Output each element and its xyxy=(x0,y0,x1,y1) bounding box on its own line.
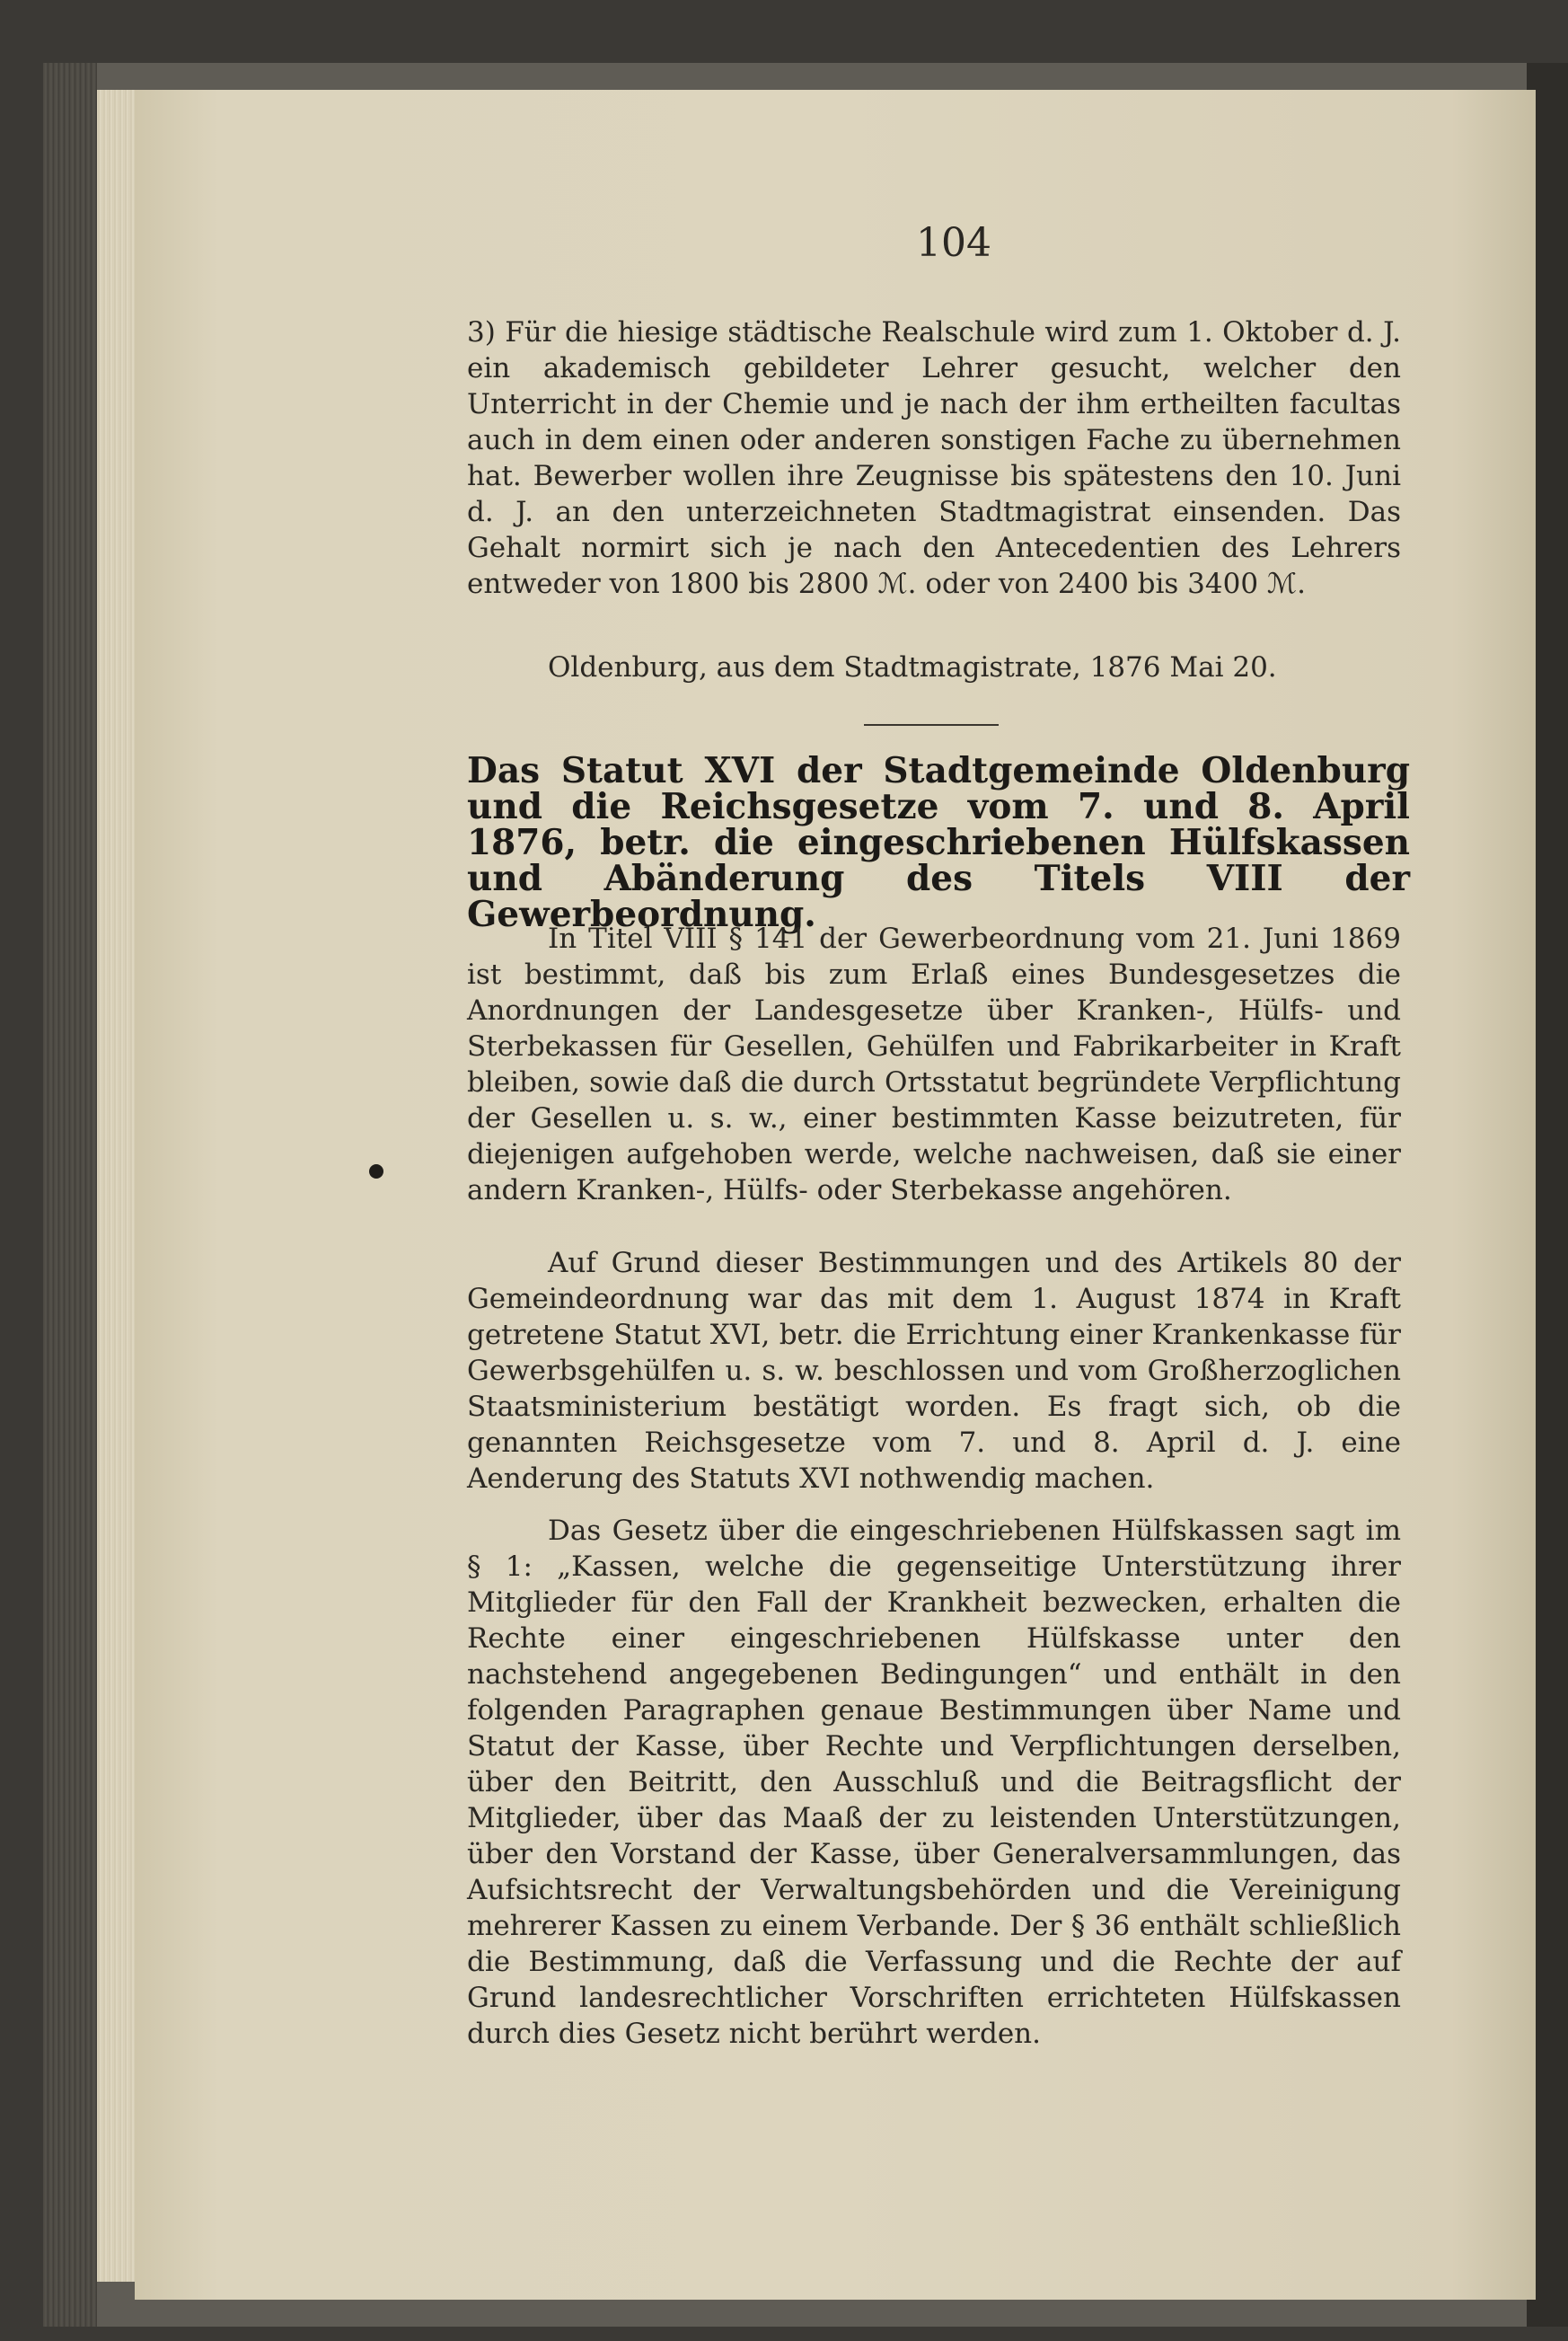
paragraph-realschule: 3) Für die hiesige städtische Realschule wird zum 1. Oktober d. J. ein akademisch gebildeter Lehrer gesucht, welcher den Unterricht in der Chemie und je nach der ihm ertheilten facultas auch in dem einen oder anderen sonstigen Fache zu übernehmen hat. Bewerber wollen ihre Zeugnisse bis spätestens den 10. Juni d. J. an den unterzeichneten Stadtmagistrat einsenden. Das Gehalt normirt sich je nach den Antecedentien des Lehrers entweder von 1800 bis 2800 ℳ. oder von 2400 bis 3400 ℳ. xyxy=(467,316,1401,600)
section-heading: Das Statut XVI der Stadtgemeinde Oldenburg und die Reichsgesetze vom 7. und 8. April 1876, betr. die eingeschriebenen Hülfskassen und Abänderung des Titels VIII der Gewerbeordnung. xyxy=(467,750,1410,935)
paragraph-gewerbeordnung: In Titel VIII § 141 der Gewerbeordnung vom 21. Juni 1869 ist bestimmt, daß bis zum Erlaß eines Bundesgesetzes die Anordnungen der Landesgesetze über Kranken-, Hülfs- und Sterbekassen für Gesellen, Gehülfen und Fabrikarbeiter in Kraft bleiben, sowie daß die durch Ortsstatut begründete Verpflichtung der Gesellen u. s. w., einer bestimmten Kasse beizutreten, für diejenigen aufgehoben werde, welche nachweisen, daß sie einer andern Kranken-, Hülfs- oder Sterbekasse angehören. xyxy=(467,923,1401,1206)
paragraph-statut: Auf Grund dieser Bestimmungen und des Artikels 80 der Gemeindeordnung war das mit dem 1. August 1874 in Kraft getretene Statut XVI, betr. die Errichtung einer Krankenkasse für Gewerbsgehülfen u. s. w. beschlossen und vom Großherzoglichen Staatsministerium bestätigt worden. Es fragt sich, ob die genannten Reichsgesetze vom 7. und 8. April d. J. eine Aenderung des Statuts XVI nothwendig machen. xyxy=(467,1247,1401,1495)
book-spine xyxy=(43,63,97,2327)
section-divider xyxy=(864,724,999,726)
signoff-line: Oldenburg, aus dem Stadtmagistrate, 1876 Mai 20. xyxy=(548,651,1277,684)
ink-dot xyxy=(369,1164,383,1179)
paragraph-gesetz: Das Gesetz über die eingeschriebenen Hülfskassen sagt im § 1: „Kassen, welche die gegenseitige Unterstützung ihrer Mitglieder für den Fall der Krankheit bezwecken, erhalten die Rechte einer eingeschriebenen Hülfskasse unter den nachstehend angegebenen Bedingungen“ und enthält in den folgenden Paragraphen genaue Bestimmungen über Name und Statut der Kasse, über Rechte und Verpflichtungen derselben, über den Beitritt, den Ausschluß und die Beitragsflicht der Mitglieder, über das Maaß der zu leistenden Unterstützungen, über den Vorstand der Kasse, über Generalversammlungen, das Aufsichtsrecht der Verwaltungsbehörden und die Vereinigung mehrerer Kassen zu einem Verbande. Der § 36 enthält schließlich die Bestimmung, daß die Verfassung und die Rechte der auf Grund landesrechtlicher Vorschriften errichteten Hülfskassen durch dies Gesetz nicht berührt werden. xyxy=(467,1515,1401,2050)
page-number: 104 xyxy=(916,220,991,266)
